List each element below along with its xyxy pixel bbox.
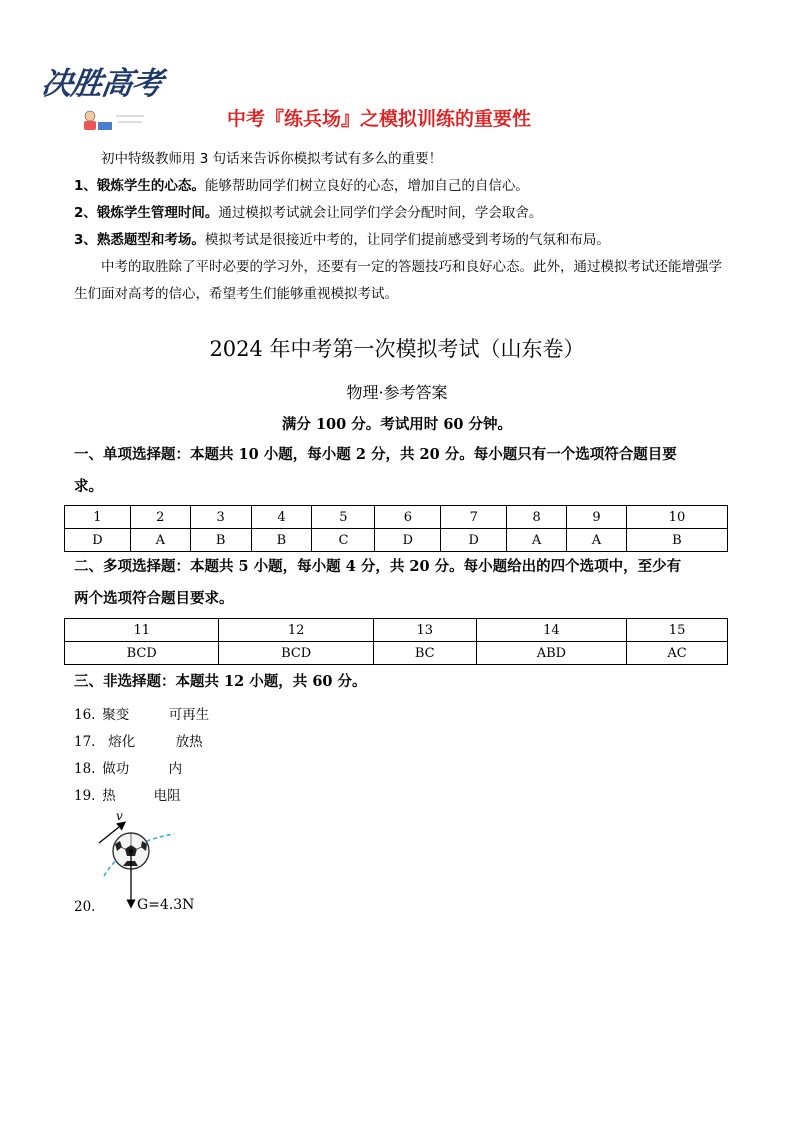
header-title: 中考『练兵场』之模拟训练的重要性 xyxy=(227,108,532,130)
table-cell: 3 xyxy=(190,506,251,529)
item-number: 18. xyxy=(74,761,96,777)
section3-heading: 三、非选择题：本题共 12 小题，共 60 分。 xyxy=(74,673,367,690)
table-cell: 8 xyxy=(507,506,567,529)
table-cell: AC xyxy=(627,642,728,665)
intro-section xyxy=(74,146,734,308)
intro-point-head: 1、锻炼学生的心态。 xyxy=(74,178,205,194)
table-cell: 14 xyxy=(476,619,626,642)
item-number: 19. xyxy=(74,788,96,804)
item-answer-1: 做功 xyxy=(102,761,130,777)
table-cell: B xyxy=(190,529,251,552)
item-answer-2: 内 xyxy=(168,761,183,777)
answer-item-20-number: 20. xyxy=(74,899,96,915)
section2-answer-table xyxy=(64,618,728,665)
table-cell: 11 xyxy=(65,619,219,642)
table-cell: D xyxy=(441,529,507,552)
table-cell: B xyxy=(626,529,727,552)
answer-item-19 xyxy=(74,784,181,804)
table-cell: BC xyxy=(373,642,476,665)
table-cell: A xyxy=(507,529,567,552)
table-cell: D xyxy=(375,529,441,552)
section2-heading xyxy=(74,551,734,615)
section1-heading-line1: 一、单项选择题：本题共 10 小题，每小题 2 分，共 20 分。每小题只有一个选项符合题目要 xyxy=(74,446,677,463)
table-row-answers xyxy=(65,529,728,552)
velocity-label: v xyxy=(116,809,123,823)
table-cell: 4 xyxy=(251,506,312,529)
table-cell: 12 xyxy=(219,619,373,642)
intro-point-head: 3、熟悉题型和考场。 xyxy=(74,232,205,248)
gravity-label: G=4.3N xyxy=(137,897,195,913)
intro-lead: 初中特级教师用 3 句话来告诉你模拟考试有多么的重要！ xyxy=(101,151,443,167)
table-cell: B xyxy=(251,529,312,552)
exam-subtitle: 物理·参考答案 xyxy=(346,383,448,402)
item-answer-2: 可再生 xyxy=(168,707,210,723)
table-cell: A xyxy=(567,529,627,552)
intro-point-1 xyxy=(74,173,734,200)
table-cell: D xyxy=(65,529,131,552)
table-row-answers xyxy=(65,642,728,665)
exam-title: 2024 年中考第一次模拟考试（山东卷） xyxy=(209,337,585,361)
answer-item-16 xyxy=(74,703,209,723)
item-answer-1: 热 xyxy=(102,788,116,804)
section1-heading-line2: 求。 xyxy=(74,478,103,495)
table-cell: 1 xyxy=(65,506,131,529)
intro-point-body: 模拟考试是很接近中考的，让同学们提前感受到考场的气氛和布局。 xyxy=(204,232,610,248)
item-answer-1: 熔化 xyxy=(108,734,136,750)
intro-closing: 中考的取胜除了平时必要的学习外，还要有一定的答题技巧和良好心态。此外，通过模拟考试还能增强学生们面对高考的信心，希望考生们能够重视模拟考试。 xyxy=(74,259,722,302)
item-answer-2: 电阻 xyxy=(153,788,181,804)
section2-heading-line2: 两个选项符合题目要求。 xyxy=(74,590,234,607)
table-cell: BCD xyxy=(65,642,219,665)
table-cell: A xyxy=(130,529,190,552)
table-row-numbers xyxy=(65,506,728,529)
intro-point-head: 2、锻炼学生管理时间。 xyxy=(74,205,219,221)
item-number: 17. xyxy=(74,734,96,750)
score-info: 满分 100 分。考试用时 60 分钟。 xyxy=(281,416,513,433)
intro-point-3 xyxy=(74,227,734,254)
logo-text: 决胜高考 xyxy=(38,66,165,102)
intro-point-body: 能够帮助同学们树立良好的心态，增加自己的自信心。 xyxy=(204,178,529,194)
intro-point-body: 通过模拟考试就会让同学们学会分配时间，学会取舍。 xyxy=(218,205,543,221)
intro-point-2 xyxy=(74,200,734,227)
section1-answer-table xyxy=(64,505,728,552)
table-cell: 6 xyxy=(375,506,441,529)
table-cell: ABD xyxy=(476,642,626,665)
table-cell: 10 xyxy=(626,506,727,529)
table-cell: 9 xyxy=(567,506,627,529)
logo-student-icon xyxy=(78,108,148,134)
table-cell: 2 xyxy=(130,506,190,529)
table-cell: BCD xyxy=(219,642,373,665)
table-cell: 7 xyxy=(441,506,507,529)
table-cell: 5 xyxy=(312,506,375,529)
item-answer-2: 放热 xyxy=(175,734,203,750)
item-answer-1: 聚变 xyxy=(102,707,130,723)
answer-item-18 xyxy=(74,757,182,777)
table-row-numbers xyxy=(65,619,728,642)
section2-heading-line1: 二、多项选择题：本题共 5 小题，每小题 4 分，共 20 分。每小题给出的四个选项中，至少有 xyxy=(74,558,682,575)
item-number: 16. xyxy=(74,707,96,723)
answer-item-17 xyxy=(74,730,203,750)
table-cell: C xyxy=(312,529,375,552)
table-cell: 15 xyxy=(627,619,728,642)
logo xyxy=(38,58,182,138)
section1-heading xyxy=(74,439,734,503)
table-cell: 13 xyxy=(373,619,476,642)
